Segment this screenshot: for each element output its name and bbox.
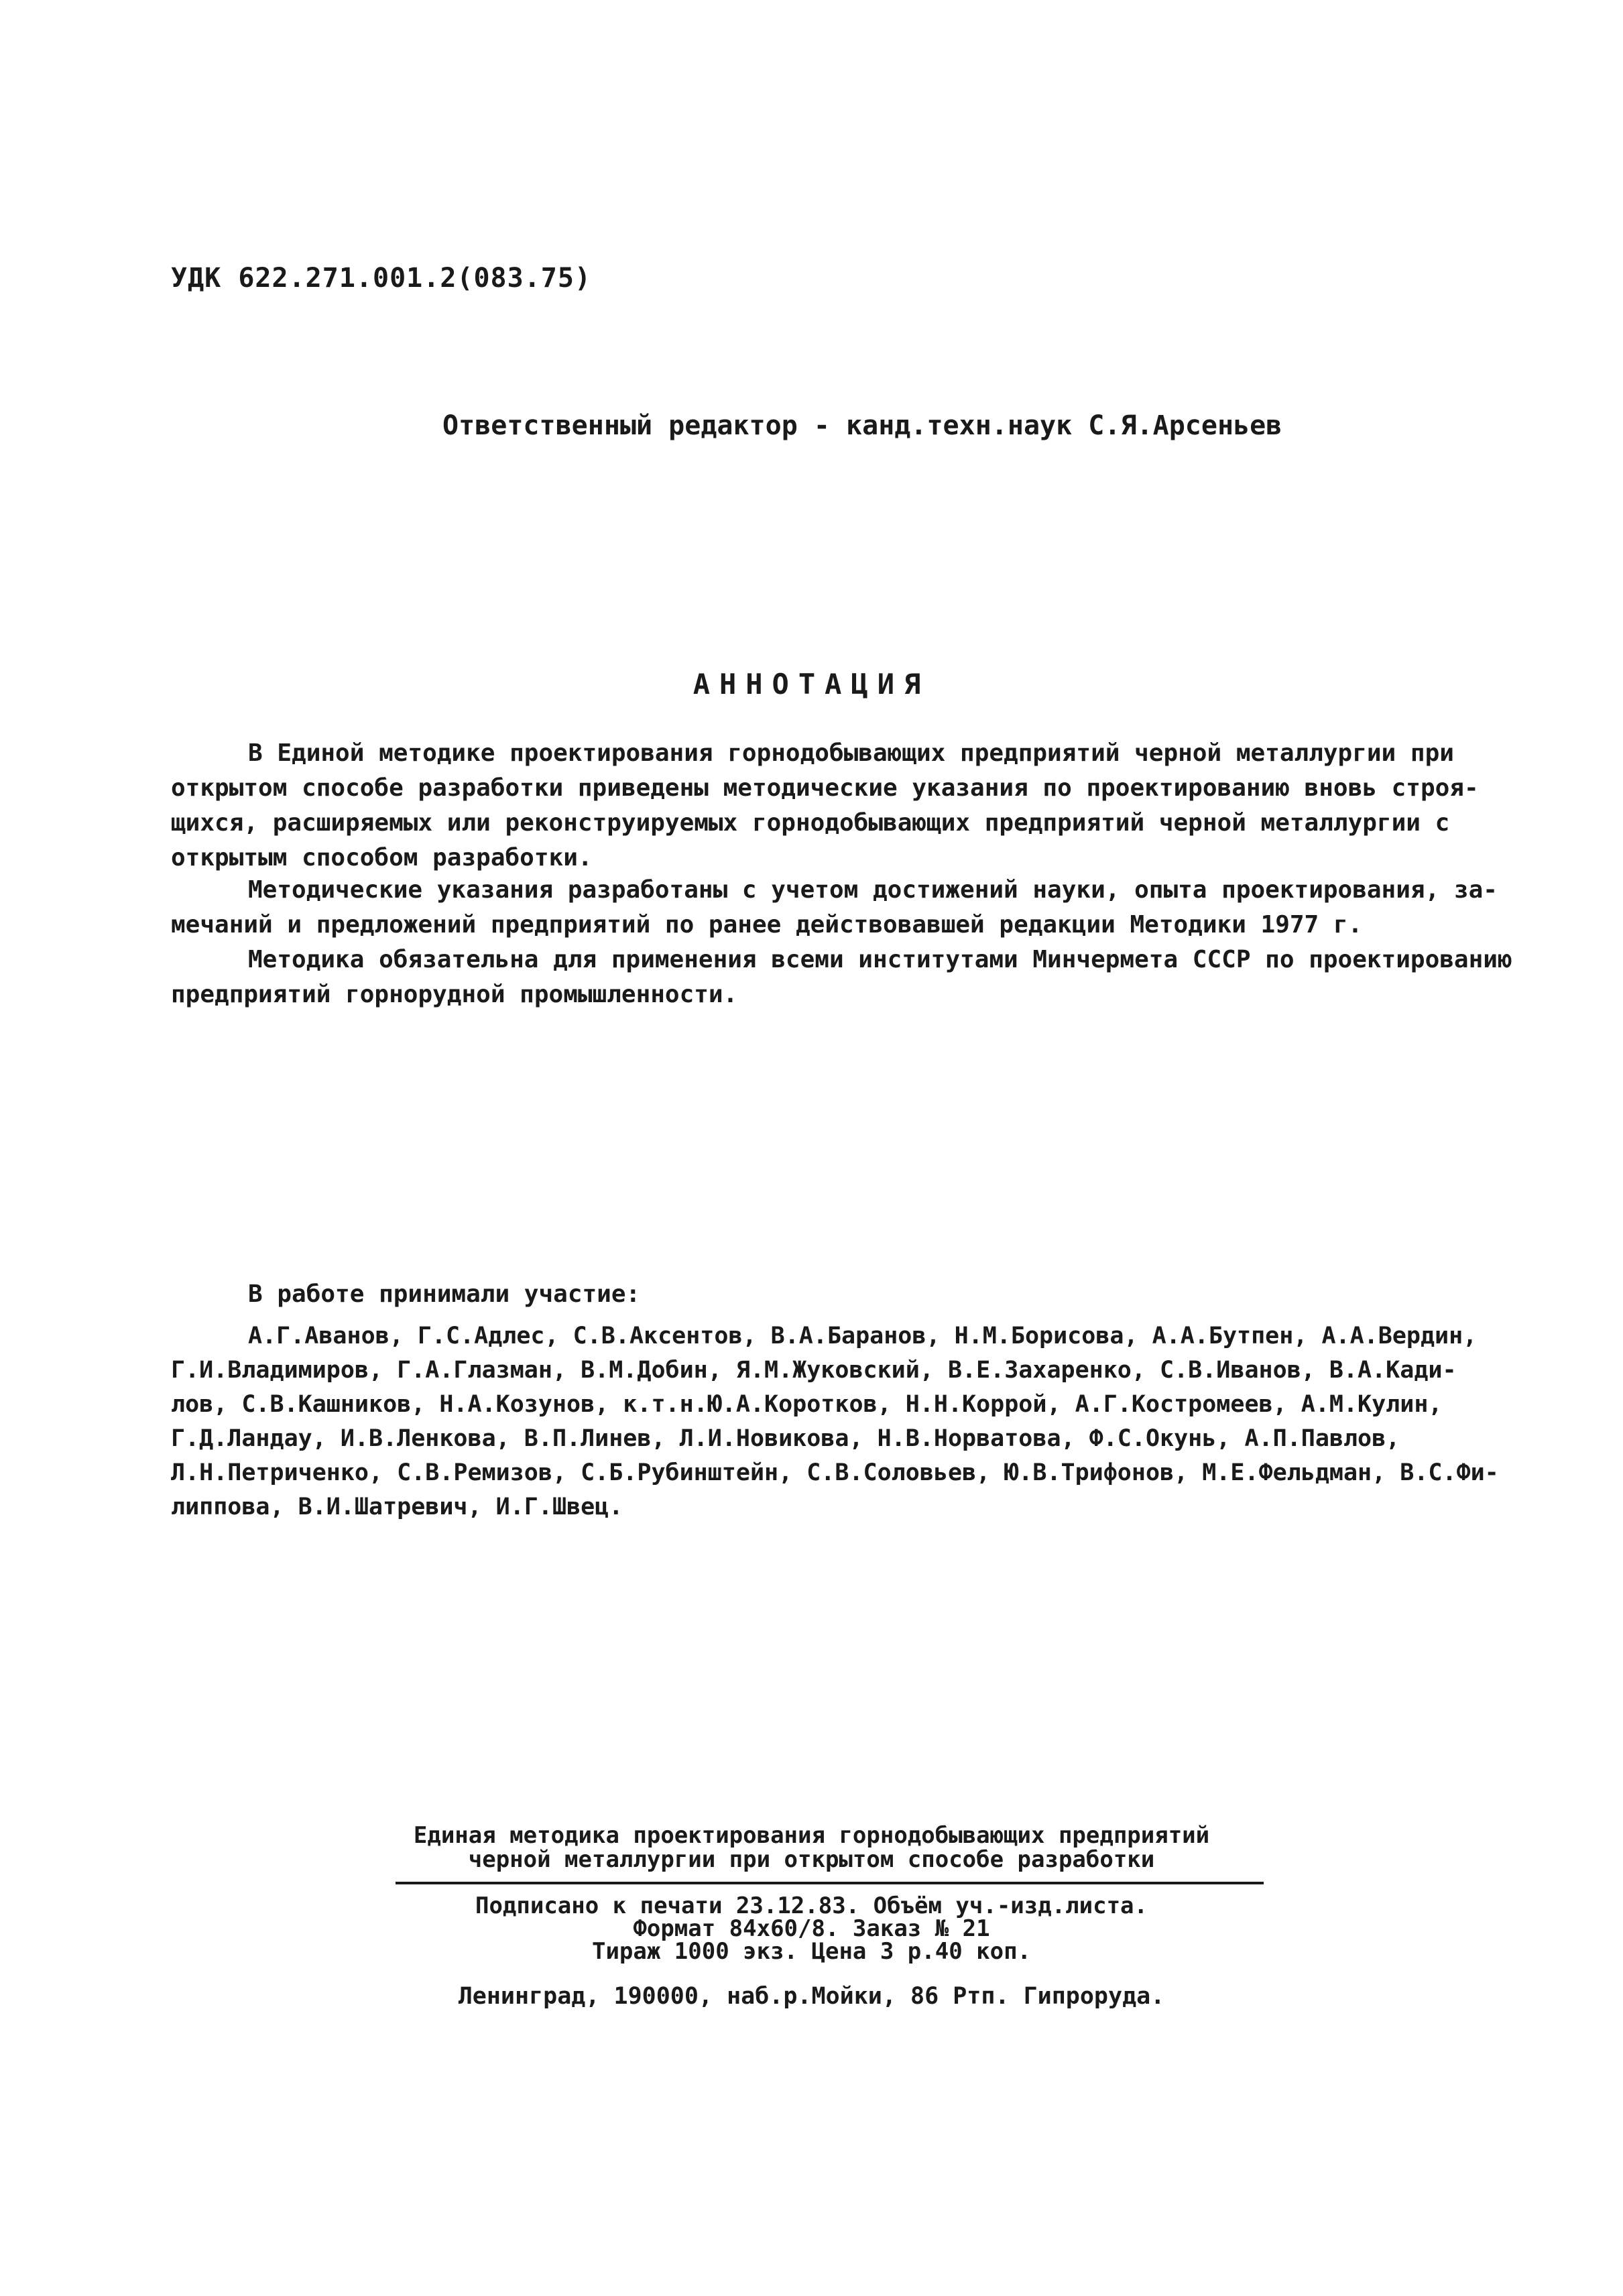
participants-line: А.Г.Аванов, Г.С.Адлес, С.В.Аксентов, В.А.Баранов, Н.М.Борисова, А.А.Бутпен, А.А.Вердин, [248,1323,1478,1349]
colophon-line: Подписано к печати 23.12.83. Объём уч.-изд.листа. [475,1892,1148,1919]
annotation-paragraph-3 [171,943,1512,1012]
publisher-address: Ленинград, 190000, наб.р.Мойки, 86 Ртп. Гипроруда. [458,1983,1165,2010]
text-line: В Единой методике проектирования горнодобывающих предприятий черной металлургии при [248,739,1454,767]
udk-code: УДК 622.271.001.2(083.75) [171,263,592,294]
annotation-title: АННОТАЦИЯ [693,668,930,701]
participants-heading: В работе принимали участие: [248,1280,641,1308]
participants-line: Г.Д.Ландау, И.В.Ленкова, В.П.Линев, Л.И.Новикова, Н.В.Норватова, Ф.С.Окунь, А.П.Павлов, [171,1425,1400,1452]
text-line: мечаний и предложений предприятий по ранее действовавшей редакции Методики 1977 г. [171,911,1363,939]
colophon-title-line: Единая методика проектирования горнодобывающих предприятий [413,1822,1210,1849]
responsible-editor: Ответственный редактор - канд.техн.наук С.Я.Арсеньев [442,410,1282,441]
colophon-divider [396,1882,1264,1884]
text-line: открытым способом разработки. [171,844,593,871]
annotation-paragraph-2 [171,873,1498,943]
colophon-line: Тираж 1000 экз. Цена 3 р.40 коп. [591,1938,1032,1965]
participants-list [171,1319,1499,1524]
text-line: Методические указания разработаны с учетом достижений науки, опыта проектирования, за- [248,876,1498,904]
colophon-title-line: черной металлургии при открытом способе разработки [468,1846,1155,1873]
colophon-line: Формат 84x60/8. Заказ № 21 [633,1915,990,1942]
participants-line: Г.И.Владимиров, Г.А.Глазман, В.М.Добин, Я.М.Жуковский, В.Е.Захаренко, С.В.Иванов, В.А.Кади- [171,1357,1457,1384]
text-line: щихся, расширяемых или реконструируемых горнодобывающих предприятий черной металлургии с [171,809,1450,837]
annotation-paragraph-1 [171,736,1479,875]
text-line: предприятий горнорудной промышленности. [171,981,738,1008]
colophon-details [0,1894,1623,1963]
participants-line: липпова, В.И.Шатревич, И.Г.Швец. [171,1494,623,1520]
participants-line: Л.Н.Петриченко, С.В.Ремизов, С.Б.Рубинштейн, С.В.Соловьев, Ю.В.Трифонов, М.Е.Фельдман, В.С.Фи- [171,1459,1499,1486]
colophon-title [0,1823,1623,1872]
text-line: открытом способе разработки приведены методические указания по проектированию вновь строя- [171,774,1479,802]
participants-line: лов, С.В.Кашников, Н.А.Козунов, к.т.н.Ю.А.Коротков, Н.Н.Коррой, А.Г.Костромеев, А.М.Кулин, [171,1391,1443,1418]
text-line: Методика обязательна для применения всеми институтами Минчермета СССР по проектированию [248,946,1512,973]
